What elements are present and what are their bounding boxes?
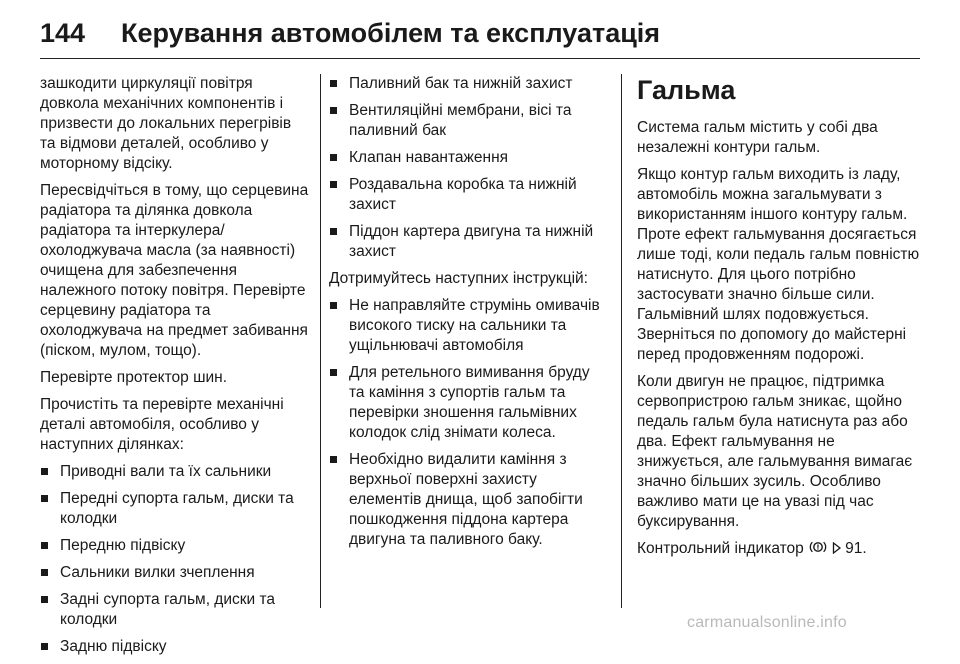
page-reference-link[interactable]: 91. xyxy=(845,540,867,557)
list-item: Передню підвіску xyxy=(40,536,310,556)
list-item: Клапан навантаження xyxy=(329,148,607,168)
paragraph: Якщо контур гальм виходить із ладу, автомобіль можна загальмувати з використанням іншого контуру гальм. Проте ефект гальмування досягається лише тоді, коли педаль гальм повністю натиснуто. Для цього потрібно застосувати значно більше сили. Гальмівний шлях подовжується. Зверніться по допомогу до майстерні перед продовженням подорожі. xyxy=(637,166,920,363)
page-number: 144 xyxy=(40,18,86,48)
chapter-title: Керування автомобілем та експлуатація xyxy=(121,18,661,48)
column-divider-1 xyxy=(320,74,321,608)
bullet-icon xyxy=(330,228,337,235)
inspection-list xyxy=(40,462,310,657)
list-item: Паливний бак та нижній захист xyxy=(329,74,607,94)
bullet-icon xyxy=(41,596,48,603)
list-item: Роздавальна коробка та нижній захист xyxy=(329,175,607,215)
indicator-reference xyxy=(637,539,920,559)
page-reference-icon xyxy=(832,540,842,552)
list-item: Піддон картера двигуна та нижній захист xyxy=(329,222,607,262)
brake-warning-icon xyxy=(808,540,828,554)
list-item: Вентиляційні мембрани, вісі та паливний бак xyxy=(329,101,607,141)
list-item: Не направляйте струмінь омивачів високого тиску на сальники та ущільнювачі автомобіля xyxy=(329,296,607,356)
bullet-icon xyxy=(330,181,337,188)
list-item: Приводні вали та їх сальники xyxy=(40,462,310,482)
bullet-icon xyxy=(41,643,48,650)
inspection-list-continued xyxy=(329,74,607,262)
paragraph: Перевірте протектор шин. xyxy=(40,369,228,386)
bullet-icon xyxy=(330,80,337,87)
bullet-icon xyxy=(330,369,337,376)
page-header xyxy=(40,10,920,54)
paragraph: Прочистіть та перевірте механічні деталі автомобіля, особливо у наступних ділянках: xyxy=(40,396,284,453)
bullet-icon xyxy=(330,107,337,114)
list-item: Для ретельного вимивання бруду та каміння з супортів гальм та перевірки зношення гальмівних колодок слід знімати колеса. xyxy=(329,363,607,443)
column-middle xyxy=(329,74,607,557)
section-heading: Гальма xyxy=(637,75,736,105)
paragraph: Система гальм містить у собі два незалежні контури гальм. xyxy=(637,119,878,156)
bullet-icon xyxy=(41,569,48,576)
paragraph: Коли двигун не працює, підтримка сервопристрою гальм зникає, щойно педаль гальм була натиснута раз або два. Ефект гальмування не знижується, але гальмування вимагає значно більших зусиль. Особливо важливо мати це на увазі під час буксирування. xyxy=(637,373,913,530)
list-item: Необхідно видалити каміння з верхньої поверхні захисту елементів днища, щоб запобігти пошкодження піддона картера двигуна та паливного баку. xyxy=(329,450,607,550)
watermark: carmanualsonline.info xyxy=(687,614,847,631)
bullet-icon xyxy=(330,302,337,309)
bullet-icon xyxy=(41,468,48,475)
bullet-icon xyxy=(41,542,48,549)
list-item: Передні супорта гальм, диски та колодки xyxy=(40,489,310,529)
list-item: Сальники вилки зчеплення xyxy=(40,563,310,583)
list-item: Задню підвіску xyxy=(40,637,310,657)
paragraph: Пересвідчіться в тому, що серцевина радіатора та ділянка довкола радіатора та інтеркулера/охолоджувача масла (за наявності) очищена для забезпечення належного потоку повітря. Перевірте серцевину радіатора та охолоджувача на предмет забивання (піском, мулом, тощо). xyxy=(40,182,309,359)
bullet-icon xyxy=(330,154,337,161)
bullet-icon xyxy=(330,456,337,463)
header-divider xyxy=(40,58,920,59)
column-divider-2 xyxy=(621,74,622,608)
column-left xyxy=(40,74,310,664)
list-item: Задні супорта гальм, диски та колодки xyxy=(40,590,310,630)
paragraph: Дотримуйтесь наступних інструкцій: xyxy=(329,270,588,287)
svg-text:!: ! xyxy=(816,543,820,552)
column-right xyxy=(637,74,920,566)
bullet-icon xyxy=(41,495,48,502)
instructions-list xyxy=(329,296,607,550)
paragraph: зашкодити циркуляції повітря довкола механічних компонентів і призвести до локальних перегрівів та відмови деталей, особливо у моторному відсіку. xyxy=(40,75,292,172)
indicator-label: Контрольний індикатор xyxy=(637,540,804,557)
